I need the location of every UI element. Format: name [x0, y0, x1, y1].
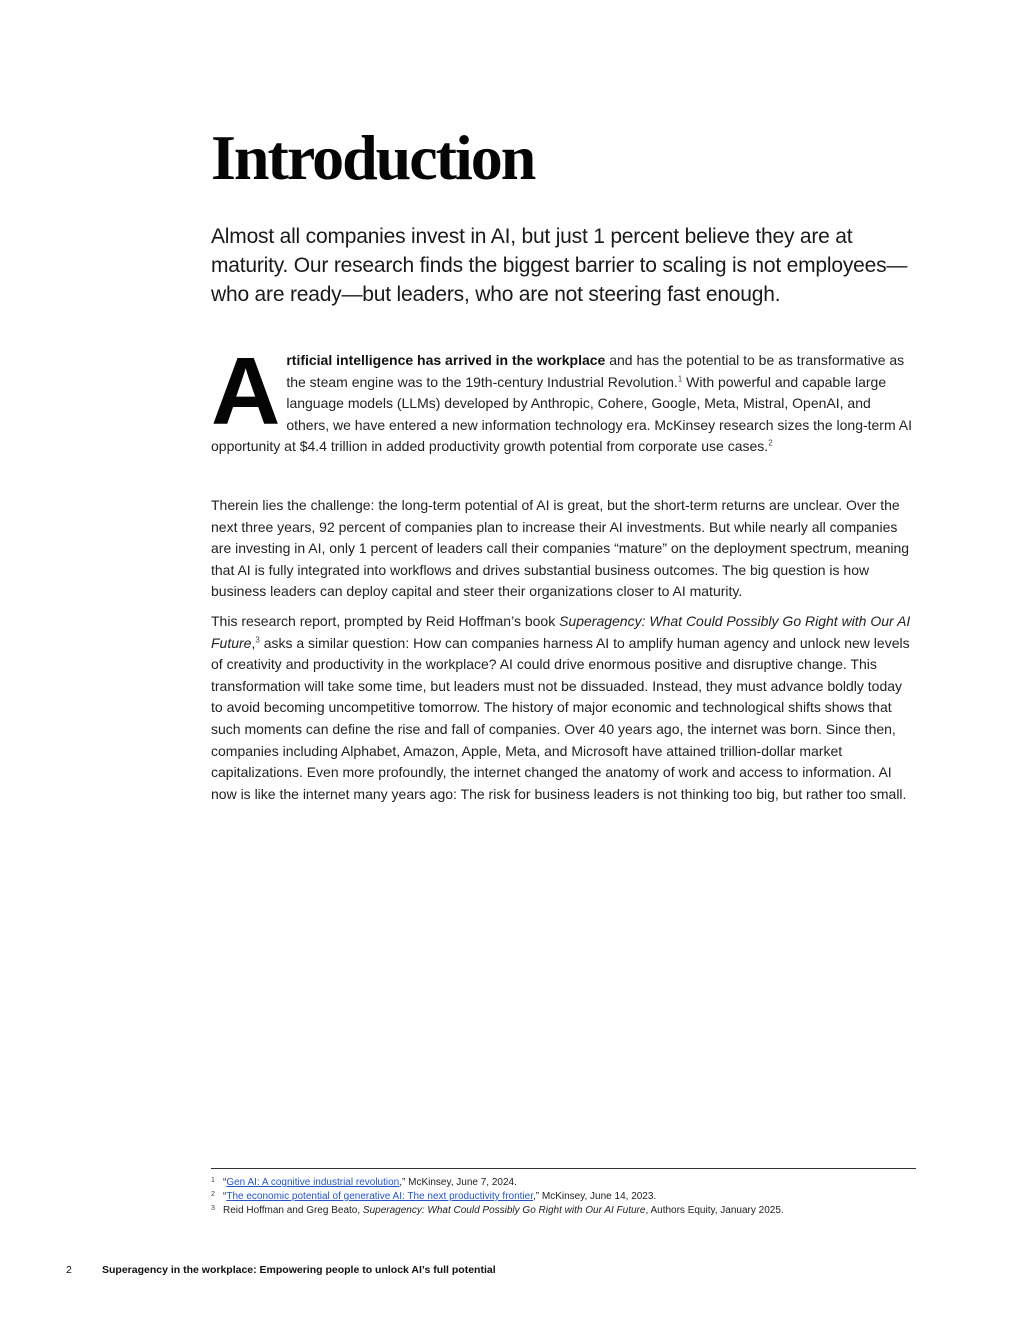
paragraph-text: With powerful and capable large language models (LLMs) developed by Anthropic, Cohere, Google, Meta, Mistral, OpenAI, and others, we have entered a new information technology era. McKinsey research sizes the long-term AI opportunity at $4.4 trillion in added productivity growth potential from corporate use cases.	[211, 373, 912, 455]
paragraph-text: and has the potential to be as transformative as the steam engine was to the 19th-century Industrial Revolution.	[286, 352, 905, 390]
paragraph-text: asks a similar question: How can companies harness AI to amplify human agency and unlock new levels of creativity and productivity in the workplace? AI could drive enormous positive and disruptive change. This transformation will take some time, but leaders must not be dissuaded. Instead, they must advance boldly today to avoid becoming uncompetitive tomorrow. The history of major economic and technological shifts shows that such moments can define the rise and fall of companies. Over 40 years ago, the internet was born. Since then, companies including Alphabet, Amazon, Apple, Meta, and Microsoft have attained trillion-dollar market capitalizations. Even more profoundly, the internet changed the anatomy of work and access to information. AI now is like the internet many years ago: The risk for business leaders is not thinking too big, but rather too small.	[211, 634, 910, 802]
footnote-text	[223, 1190, 656, 1204]
footnote-number: 2	[211, 1191, 215, 1198]
paragraph-text: ,	[251, 634, 256, 651]
footnote-source: , Authors Equity, January 2025.	[645, 1205, 784, 1216]
footnote-text	[223, 1204, 784, 1218]
page-number: 2	[66, 1264, 72, 1276]
footnote-ref-3[interactable]: 3	[255, 634, 260, 644]
page-title: Introduction	[211, 122, 535, 193]
footnote-ref-1[interactable]: 1	[677, 373, 683, 383]
footnote-source: ,” McKinsey, June 7, 2024.	[399, 1177, 517, 1188]
footnote-number: 3	[211, 1205, 215, 1212]
book-title: Superagency: What Could Possibly Go Right with Our AI Future	[211, 613, 911, 651]
paragraph-text: This research report, prompted by Reid Hoffman’s book	[211, 613, 560, 629]
footnote-ref-2[interactable]: 2	[768, 438, 773, 448]
paragraph-2: Therein lies the challenge: the long-term potential of AI is great, but the short-term returns are unclear. Over the next three years, 92 percent of companies plan to increase their AI investments. But while nearly all companies are investing in AI, only 1 percent of leaders call their companies “mature” on the deployment spectrum, meaning that AI is fully integrated into workflows and drives substantial business outcomes. The big question is how business leaders can deploy capital and steer their organizations closer to AI maturity.	[211, 497, 910, 600]
footnote-authors: Reid Hoffman and Greg Beato,	[223, 1205, 363, 1216]
footnote-link[interactable]: The economic potential of generative AI: The next productivity frontier	[226, 1191, 533, 1202]
footnote-quote: “	[223, 1191, 227, 1202]
running-title: Superagency in the workplace: Empowering people to unlock AI’s full potential	[102, 1264, 496, 1276]
footnote-number: 1	[211, 1177, 215, 1184]
footnote-2	[211, 1190, 916, 1204]
footnotes	[211, 1176, 916, 1218]
footnote-source: ,” McKinsey, June 14, 2023.	[533, 1191, 657, 1202]
paragraph-lead-in: rtificial intelligence has arrived in the workplace	[286, 352, 606, 368]
footnote-book-title: Superagency: What Could Possibly Go Right with Our AI Future	[362, 1205, 646, 1216]
footnote-1	[211, 1176, 916, 1190]
drop-cap: A	[211, 338, 279, 445]
footnote-text	[223, 1176, 517, 1190]
paragraph-3	[211, 611, 916, 805]
footnote-quote: “	[223, 1177, 227, 1188]
footnote-link[interactable]: Gen AI: A cognitive industrial revolution	[226, 1177, 400, 1188]
footnote-divider	[211, 1168, 916, 1169]
footnote-3	[211, 1204, 916, 1218]
intro-subtitle: Almost all companies invest in AI, but just 1 percent believe they are at maturity. Our research finds the biggest barrier to scaling is not employees—who are ready—but leaders, who are not steering fast enough.	[211, 225, 908, 306]
paragraph-1	[211, 338, 916, 458]
